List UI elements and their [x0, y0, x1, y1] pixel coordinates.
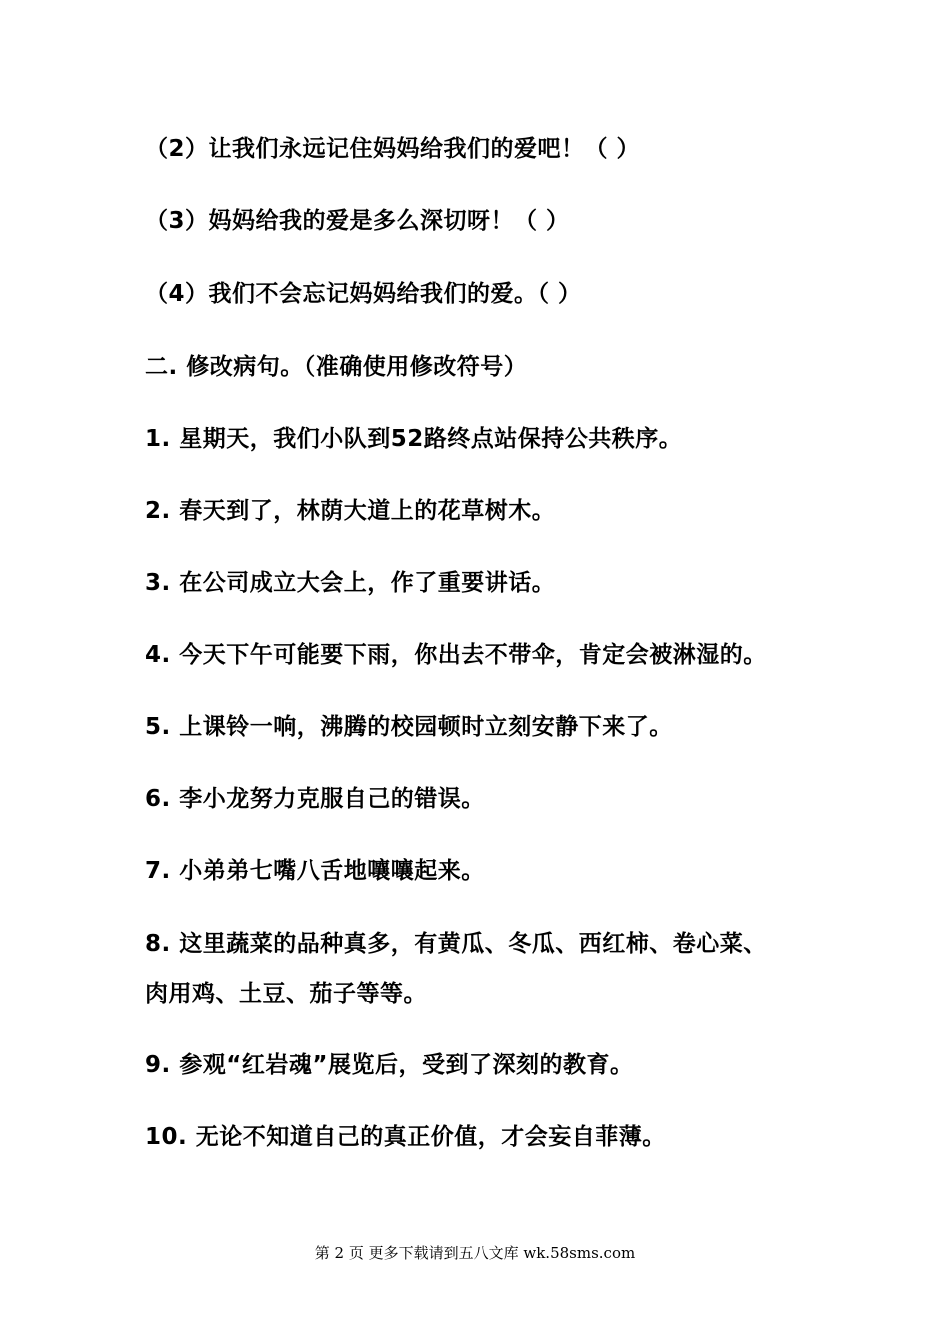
sentence-item: 9. 参观“红岩魂”展览后，受到了深刻的教育。 [145, 1052, 634, 1078]
sentence-item-continuation: 肉用鸡、土豆、茄子等等。 [145, 981, 427, 1007]
sentence-item: 8. 这里蔬菜的品种真多，有黄瓜、冬瓜、西红柿、卷心菜、 [145, 931, 767, 957]
sentence-item: 5. 上课铃一响，沸腾的校园顿时立刻安静下来了。 [145, 714, 673, 740]
sentence-item: 7. 小弟弟七嘴八舌地嚷嚷起来。 [145, 858, 485, 884]
section-heading: 二. 修改病句。（准确使用修改符号） [145, 354, 528, 380]
sentence-item: 1. 星期天，我们小队到52路终点站保持公共秩序。 [145, 426, 683, 452]
option-2: （2）让我们永远记住妈妈给我们的爱吧！（ ） [145, 136, 641, 162]
sentence-item: 4. 今天下午可能要下雨，你出去不带伞，肯定会被淋湿的。 [145, 642, 767, 668]
sentence-item: 6. 李小龙努力克服自己的错误。 [145, 786, 485, 812]
sentence-item: 3. 在公司成立大会上，作了重要讲话。 [145, 570, 556, 596]
sentence-item: 10. 无论不知道自己的真正价值，才会妄自菲薄。 [145, 1124, 666, 1150]
option-3: （3）妈妈给我的爱是多么深切呀！（ ） [145, 208, 570, 234]
sentence-item: 2. 春天到了，林荫大道上的花草树木。 [145, 498, 556, 524]
page-footer: 第 2 页 更多下载请到五八文库 wk.58sms.com [314, 1244, 636, 1262]
option-4: （4）我们不会忘记妈妈给我们的爱。（ ） [145, 281, 582, 307]
